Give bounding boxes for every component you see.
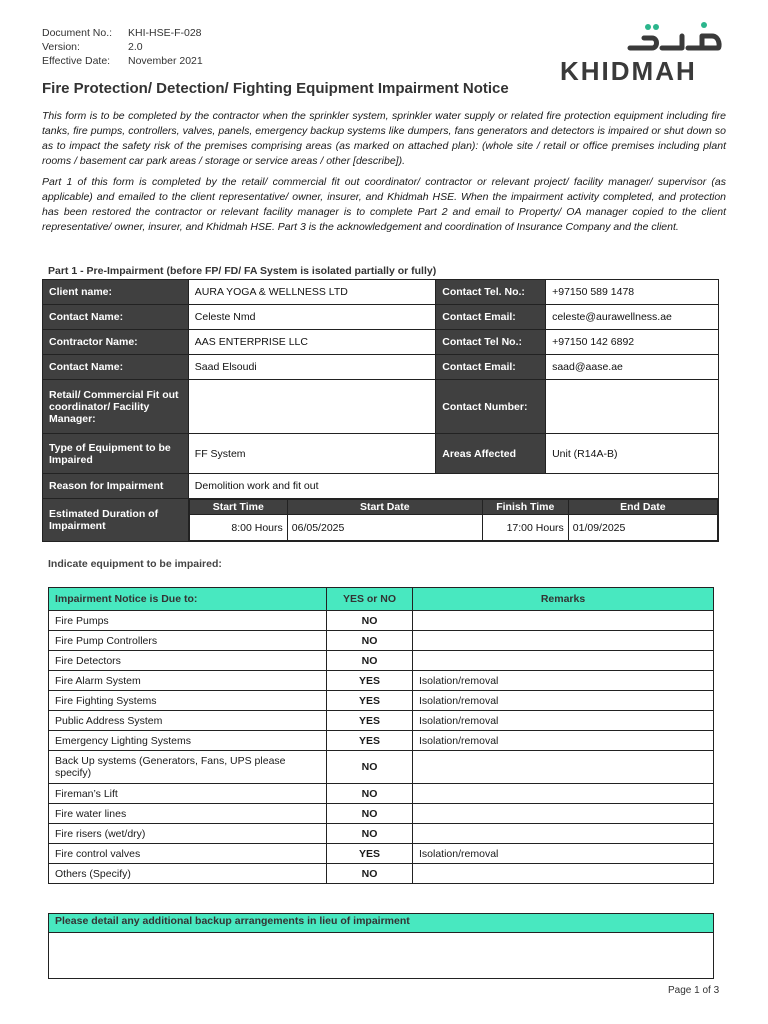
equipment-remarks[interactable] [413, 864, 714, 884]
contact-number-field[interactable] [546, 380, 719, 434]
intro-paragraph-2: Part 1 of this form is completed by the retail/ commercial fit out coordinator/ contractor or relevant project/ facility manager/ supervisor (as applicable) and emailed to the client representative/ owner, insurer, and Khidmah HSE. When the impairment activity completed, and protection has been restored the contractor or relevant facility manager is to complete Part 2 and email to Property/ OA manager copied to the client representative/ owner, insurer, and Khidmah HSE. Part 3 is the acknowledgement and coordination of Insurance Company and the client. [42, 176, 726, 233]
contractor-contact-name-field[interactable]: Saad Elsoudi [188, 355, 435, 380]
table-row [49, 711, 714, 731]
table-row [49, 751, 714, 784]
contractor-email-label: Contact Email: [436, 355, 546, 380]
table-row [49, 691, 714, 711]
duration-label: Estimated Duration of Impairment [43, 499, 189, 542]
contractor-tel-field[interactable]: +97150 142 6892 [546, 330, 719, 355]
equipment-yes-no[interactable]: NO [327, 824, 413, 844]
equipment-yes-no[interactable]: NO [327, 804, 413, 824]
equipment-header-yes-no: YES or NO [327, 588, 413, 611]
areas-affected-label: Areas Affected [436, 434, 546, 474]
equipment-remarks[interactable]: Isolation/removal [413, 731, 714, 751]
client-name-label: Client name: [43, 280, 189, 305]
contractor-contact-name-label: Contact Name: [43, 355, 189, 380]
equipment-remarks[interactable] [413, 631, 714, 651]
equipment-type-field[interactable]: FF System [188, 434, 435, 474]
info-row-client [43, 280, 719, 305]
document-meta [42, 26, 203, 68]
coordinator-label: Retail/ Commercial Fit out coordinator/ Facility Manager: [43, 380, 189, 434]
equipment-item: Fire Pump Controllers [49, 631, 327, 651]
equipment-remarks[interactable] [413, 611, 714, 631]
meta-key: Version: [42, 41, 80, 53]
table-row [49, 844, 714, 864]
equipment-item: Others (Specify) [49, 864, 327, 884]
meta-row-effective-date [42, 54, 203, 68]
info-row-contact [43, 305, 719, 330]
part1-heading: Part 1 - Pre-Impairment (before FP/ FD/ FA System is isolated partially or fully) [48, 265, 437, 277]
table-row [49, 731, 714, 751]
info-row-coordinator [43, 380, 719, 434]
duration-subtable [189, 499, 718, 541]
equipment-yes-no[interactable]: YES [327, 844, 413, 864]
start-time-field[interactable]: 8:00 Hours [189, 515, 287, 541]
equipment-remarks[interactable] [413, 824, 714, 844]
equipment-item: Fire Alarm System [49, 671, 327, 691]
equipment-item: Fire risers (wet/dry) [49, 824, 327, 844]
equipment-remarks[interactable]: Isolation/removal [413, 711, 714, 731]
equipment-remarks[interactable]: Isolation/removal [413, 844, 714, 864]
table-row [49, 611, 714, 631]
backup-arrangements-heading: Please detail any additional backup arrangements in lieu of impairment [49, 914, 713, 933]
equipment-yes-no[interactable]: NO [327, 651, 413, 671]
equipment-remarks[interactable]: Isolation/removal [413, 671, 714, 691]
contractor-tel-label: Contact Tel No.: [436, 330, 546, 355]
equipment-yes-no[interactable]: YES [327, 711, 413, 731]
start-date-header: Start Date [287, 500, 482, 515]
table-row [49, 804, 714, 824]
equipment-yes-no[interactable]: NO [327, 611, 413, 631]
meta-value: 2.0 [128, 41, 143, 53]
info-row-duration [43, 499, 719, 542]
contact-name-field[interactable]: Celeste Nmd [188, 305, 435, 330]
client-name-field[interactable]: AURA YOGA & WELLNESS LTD [188, 280, 435, 305]
equipment-item: Fire Fighting Systems [49, 691, 327, 711]
backup-arrangements-field[interactable] [49, 933, 713, 987]
equipment-item: Fire water lines [49, 804, 327, 824]
table-row [49, 631, 714, 651]
table-row [49, 784, 714, 804]
page-number: Page 1 of 3 [668, 985, 720, 996]
meta-value: KHI-HSE-F-028 [128, 27, 202, 39]
table-row [49, 864, 714, 884]
contact-name-label: Contact Name: [43, 305, 189, 330]
contact-email-label: Contact Email: [436, 305, 546, 330]
reason-label: Reason for Impairment [43, 474, 189, 499]
meta-row-version [42, 40, 203, 54]
equipment-yes-no[interactable]: NO [327, 631, 413, 651]
equipment-yes-no[interactable]: YES [327, 671, 413, 691]
duration-cell [188, 499, 718, 542]
equipment-yes-no[interactable]: YES [327, 731, 413, 751]
meta-value: November 2021 [128, 55, 203, 67]
contractor-name-field[interactable]: AAS ENTERPRISE LLC [188, 330, 435, 355]
end-date-header: End Date [568, 500, 717, 515]
start-date-field[interactable]: 06/05/2025 [287, 515, 482, 541]
equipment-remarks[interactable] [413, 651, 714, 671]
equipment-remarks[interactable] [413, 784, 714, 804]
equipment-table [48, 587, 714, 884]
meta-row-document-no [42, 26, 203, 40]
part1-info-table [42, 279, 719, 542]
equipment-item: Fire control valves [49, 844, 327, 864]
contact-tel-field[interactable]: +97150 589 1478 [546, 280, 719, 305]
equipment-item: Back Up systems (Generators, Fans, UPS please specify) [49, 751, 327, 784]
page-title: Fire Protection/ Detection/ Fighting Equipment Impairment Notice [42, 80, 509, 97]
info-row-equipment [43, 434, 719, 474]
meta-key: Document No.: [42, 27, 113, 39]
equipment-remarks[interactable] [413, 804, 714, 824]
equipment-yes-no[interactable]: NO [327, 784, 413, 804]
backup-arrangements-box [48, 913, 714, 979]
start-time-header: Start Time [189, 500, 287, 515]
equipment-remarks[interactable]: Isolation/removal [413, 691, 714, 711]
info-row-contractor [43, 330, 719, 355]
contact-number-label: Contact Number: [436, 380, 546, 434]
logo-wordmark: KHIDMAH [560, 56, 697, 86]
reason-field[interactable]: Demolition work and fit out [188, 474, 718, 499]
end-date-field[interactable]: 01/09/2025 [568, 515, 717, 541]
equipment-item: Fire Pumps [49, 611, 327, 631]
table-row [49, 824, 714, 844]
contact-tel-label: Contact Tel. No.: [436, 280, 546, 305]
meta-key: Effective Date: [42, 55, 111, 67]
finish-time-header: Finish Time [482, 500, 568, 515]
equipment-remarks[interactable] [413, 751, 714, 784]
contractor-name-label: Contractor Name: [43, 330, 189, 355]
areas-affected-field[interactable]: Unit (R14A-B) [546, 434, 719, 474]
equipment-item: Fireman’s Lift [49, 784, 327, 804]
equipment-header-remarks: Remarks [413, 588, 714, 611]
indicate-equipment-heading: Indicate equipment to be impaired: [48, 558, 222, 570]
khidmah-logo [560, 20, 730, 90]
equipment-item: Public Address System [49, 711, 327, 731]
table-row [49, 651, 714, 671]
finish-time-field[interactable]: 17:00 Hours [482, 515, 568, 541]
equipment-yes-no[interactable]: YES [327, 691, 413, 711]
equipment-yes-no[interactable]: NO [327, 751, 413, 784]
equipment-type-label: Type of Equipment to be Impaired [43, 434, 189, 474]
table-row [49, 671, 714, 691]
equipment-yes-no[interactable]: NO [327, 864, 413, 884]
equipment-item: Fire Detectors [49, 651, 327, 671]
intro-paragraph-1: This form is to be completed by the contractor when the sprinkler system, sprinkler water supply or related fire protection equipment including fire tanks, fire pumps, controllers, valves, panels, emergency backup systems like dumpers, fans generators and detectors is impaired or shut down so as to impact the safety risk of the premises comprising areas (as marked on attached plan): (whole site / retail or office premises including plant rooms / basement car park areas / storage or service areas / other [describe]). [42, 110, 726, 167]
equipment-header-item: Impairment Notice is Due to: [49, 588, 327, 611]
equipment-item: Emergency Lighting Systems [49, 731, 327, 751]
contact-email-field[interactable]: celeste@aurawellness.ae [546, 305, 719, 330]
info-row-reason [43, 474, 719, 499]
info-row-contractor-contact [43, 355, 719, 380]
contractor-email-field[interactable]: saad@aase.ae [546, 355, 719, 380]
arabic-logotype-icon [622, 20, 722, 56]
coordinator-field[interactable] [188, 380, 435, 434]
